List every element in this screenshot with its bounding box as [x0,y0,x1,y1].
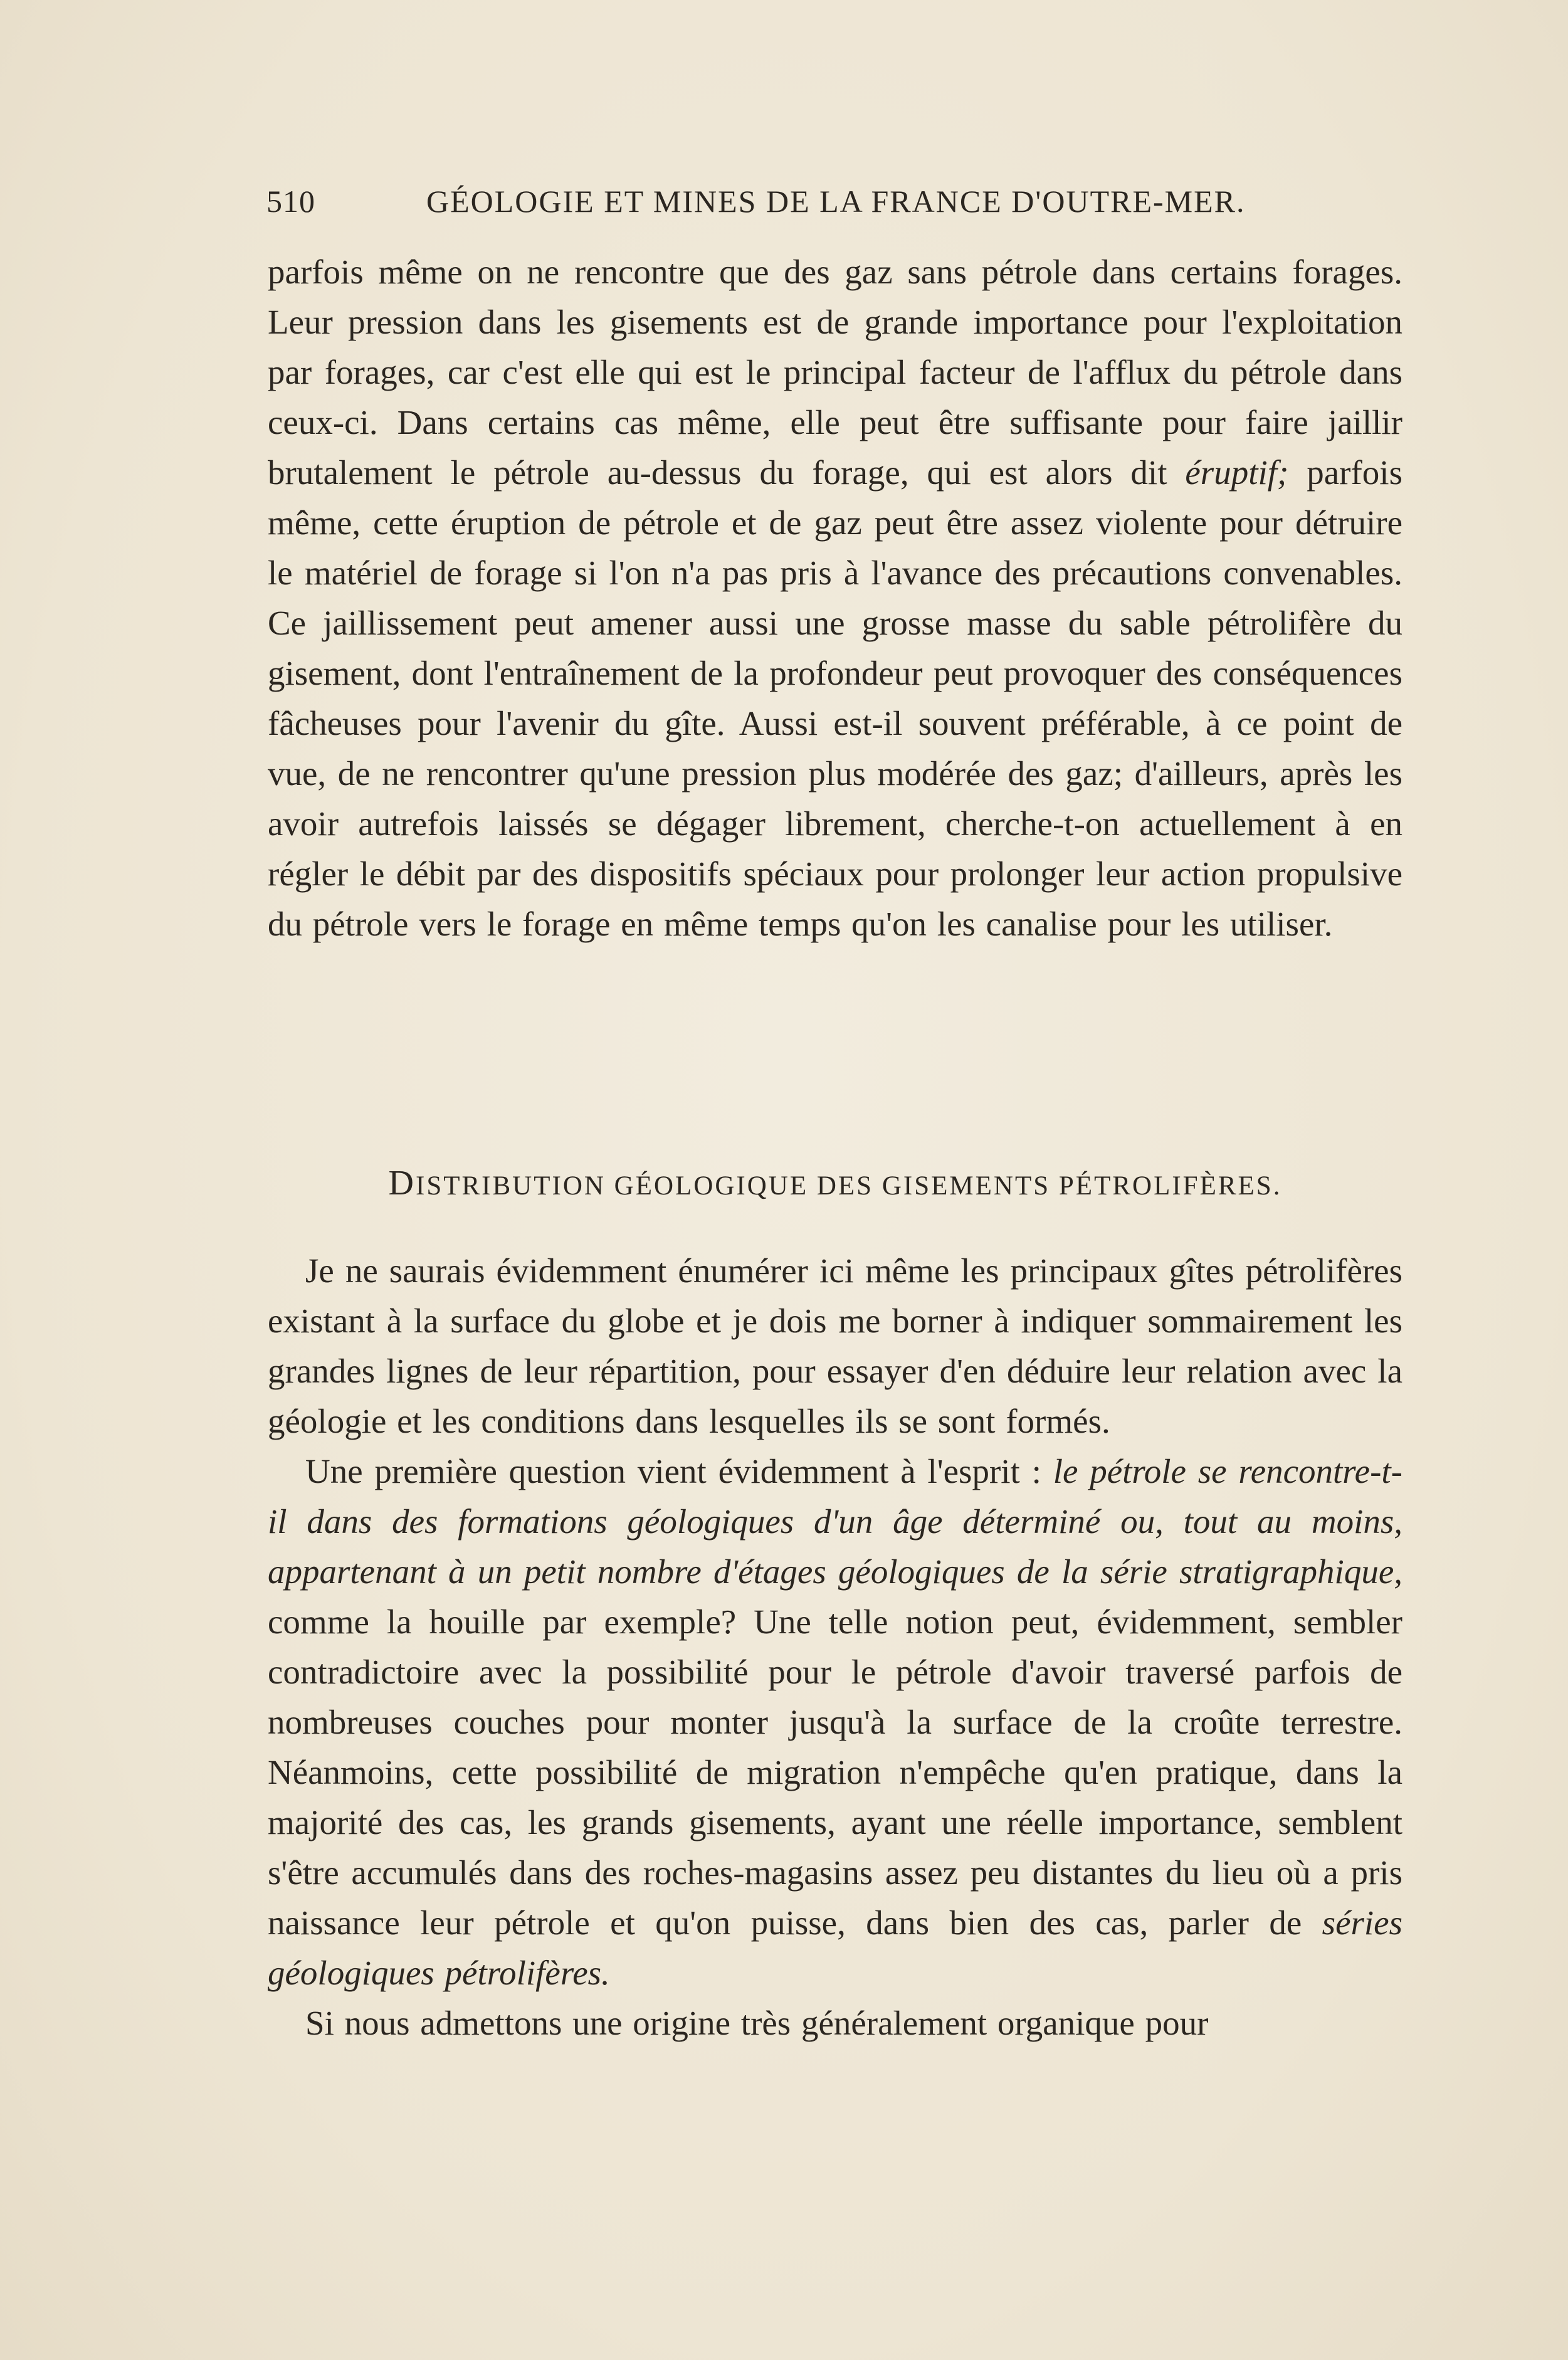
paragraph-intro: Je ne saurais évidemment énumérer ici même les principaux gîtes pétrolifères existant à la surface du globe et je dois me borner à indiquer sommairement les grandes lignes de leur répartition, pour essayer d'en déduire leur relation avec la géologie et les conditions dans lesquelles ils se sont formés. [268,1251,1402,1440]
paragraph-gas-pressure [268,247,1402,949]
body-text-top [268,247,1402,949]
running-header [266,183,1257,227]
heading-text: ISTRIBUTION GÉOLOGIQUE DES GISEMENTS PÉTROLIFÈRES. [416,1171,1282,1201]
running-title: GÉOLOGIE ET MINES DE LA FRANCE D'OUTRE-MER. [426,184,1246,219]
paragraph-text: parfois même, cette éruption de pétrole et de gaz peut être assez violente pour détruire le matériel de forage si l'on n'a pas pris à l'avance des précautions convenables. Ce jaillissement peut amener aussi une grosse masse du sable pétrolifère du gisement, dont l'entraînement de la profondeur peut provoquer des conséquences fâcheuses pour l'avenir du gîte. Aussi est-il souvent préférable, à ce point de vue, de ne rencontrer qu'une pression plus modérée des gaz; d'ailleurs, après les avoir autrefois laissés se dégager librement, cherche-t-on actuellement à en régler le débit par des dispositifs spéciaux pour prolonger leur action propulsive du pétrole vers le forage en même temps qu'on les canalise pour les utiliser. [268,453,1402,943]
paragraph-question [268,1446,1402,1998]
page-number: 510 [266,184,315,219]
paragraph-text: comme la houille par exemple? Une telle notion peut, évidemment, sembler contradictoire avec la possibilité pour le pétrole d'avoir traversé parfois de nombreuses couches pour monter jusqu'à la surface de la croûte terrestre. Néanmoins, cette possibilité de migration n'empêche qu'en pratique, dans la majorité des cas, les grands gisements, ayant une réelle importance, semblent s'être accumulés dans des roches-magasins assez peu distantes du lieu où a pris naissance leur pétrole et qu'on puisse, dans bien des cas, parler de [268,1603,1402,1942]
section-heading [268,1163,1402,1203]
italic-term: éruptif; [1185,453,1289,492]
italic-term: séries géologiques pétrolifères. [268,1904,1402,1992]
body-text-bottom [268,1246,1402,2048]
paragraph-text: Une première question vient évidemment à l'esprit : [305,1452,1053,1490]
italic-question: le pétrole se rencontre-t-il dans des formations géologiques d'un âge déterminé ou, tout au moins, appartenant à un petit nombre d'étages géologiques de la série stratigraphique, [268,1452,1402,1591]
paragraph-text: parfois même on ne rencontre que des gaz sans pétrole dans certains forages. Leur pression dans les gisements est de grande importance pour l'exploitation par forages, car c'est elle qui est le principal facteur de l'afflux du pétrole dans ceux-ci. Dans certains cas même, elle peut être suffisante pour faire jaillir brutalement le pétrole au-dessus du forage, qui est alors dit [268,253,1402,492]
heading-initial: D [388,1164,416,1203]
paragraph-origin: Si nous admettons une origine très généralement organique pour [305,2004,1209,2042]
